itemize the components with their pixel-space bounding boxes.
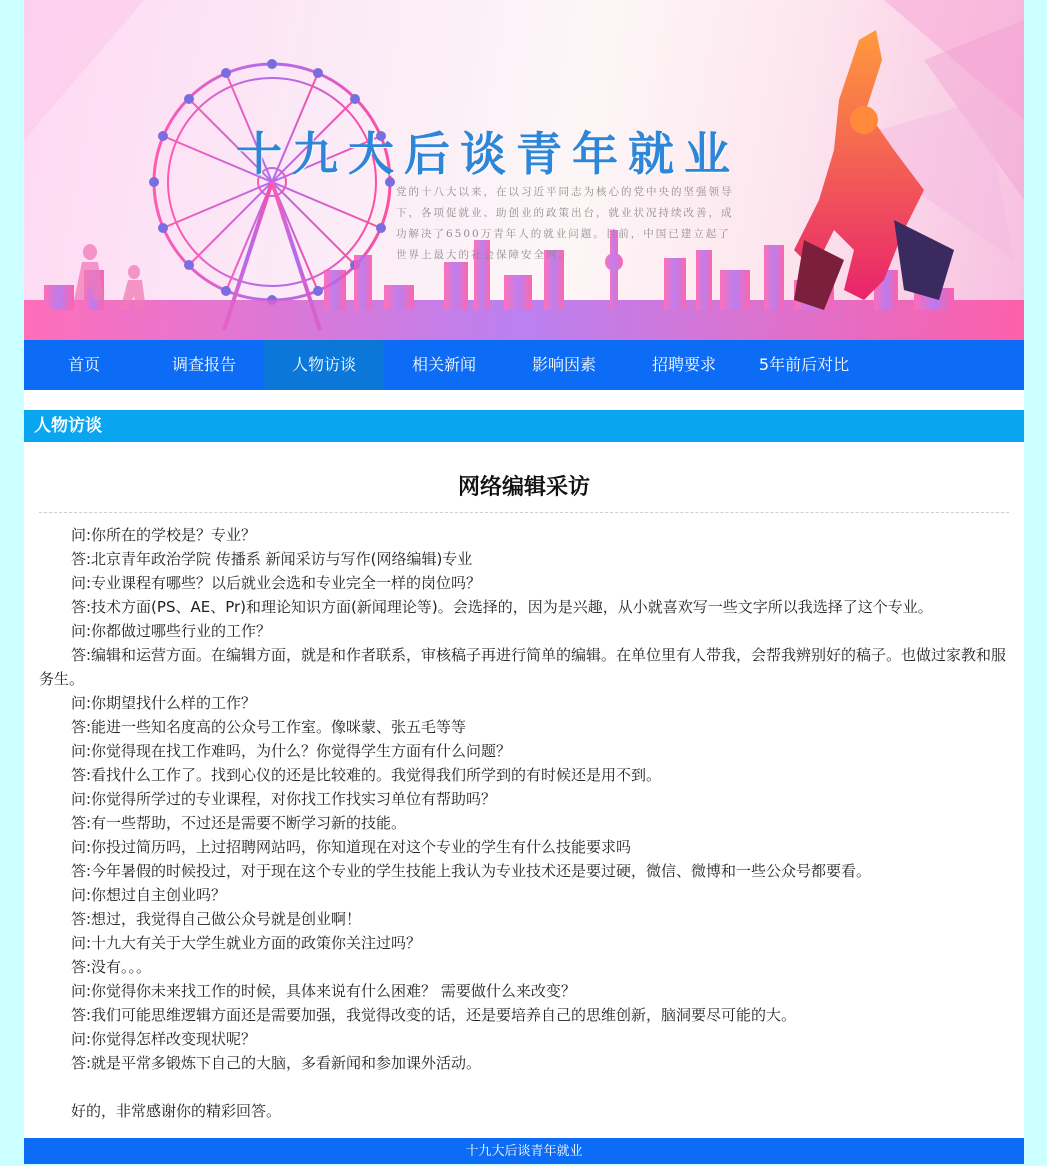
article-paragraph: 答:看找什么工作了。找到心仪的还是比较难的。我觉得我们所学到的有时候还是用不到。 <box>71 766 662 784</box>
footer: 十九大后谈青年就业 <box>24 1138 1024 1164</box>
nav-item-home[interactable]: 首页 <box>67 355 100 374</box>
header-banner <box>24 0 1024 340</box>
nav-item-interviews[interactable]: 人物访谈 <box>264 340 384 390</box>
article-paragraph: 答:有一些帮助，不过还是需要不断学习新的技能。 <box>71 814 407 832</box>
article-paragraph: 答:北京青年政治学院 传播系 新闻采访与写作(网络编辑)专业 <box>71 550 473 568</box>
article-paragraph: 答:能进一些知名度高的公众号工作室。像咪蒙、张五毛等等 <box>71 718 467 736</box>
main-nav <box>24 340 1024 390</box>
page-container <box>24 0 1024 1164</box>
article-paragraph: 问:你所在的学校是？专业？ <box>71 526 257 544</box>
article-paragraph: 问:十九大有关于大学生就业方面的政策你关注过吗？ <box>71 934 422 952</box>
nav-item-recruitment[interactable]: 招聘要求 <box>651 355 716 374</box>
nav-item-five-year-comparison[interactable]: 5年前后对比 <box>758 355 850 374</box>
article-paragraph: 答:编辑和运营方面。在编辑方面，就是和作者联系，审核稿子再进行简单的编辑。在单位里有人带我，会帮我辨别好的稿子。也做过家教和服务生。 <box>39 646 1007 688</box>
article-paragraph: 答:没有。。。 <box>71 958 152 976</box>
section-title: 人物访谈 <box>34 416 102 436</box>
article-paragraph: 问:你期望找什么样的工作？ <box>71 694 257 712</box>
title-divider <box>39 512 1009 513</box>
article-paragraph: 问:你觉得怎样改变现状呢？ <box>71 1030 257 1048</box>
article-paragraph: 好的，非常感谢你的精彩回答。 <box>71 1102 282 1120</box>
banner-description: 党的十八大以来，在以习近平同志为核心的党中央的坚强领导下，各项促就业、助创业的政策出台，就业状况持续改善，成功解决了6500万青年人的就业问题。目前，中国已建立起了世界上最大的社会保障安全网。 <box>396 186 734 261</box>
banner-title: 十九大后谈青年就业 <box>236 127 740 181</box>
nav-item-related-news[interactable]: 相关新闻 <box>411 355 476 374</box>
nav-item-influencing-factors[interactable]: 影响因素 <box>531 355 596 374</box>
article-paragraph: 问:你投过简历吗，上过招聘网站吗，你知道现在对这个专业的学生有什么技能要求吗 <box>71 838 632 856</box>
paragraph-spacer <box>39 1075 1009 1099</box>
article-paragraph: 答:技术方面(PS、AE、Pr)和理论知识方面(新闻理论等)。会选择的，因为是兴趣，从小就喜欢写一些文字所以我选择了这个专业。 <box>71 598 933 616</box>
article-paragraph: 答:想过，我觉得自己做公众号就是创业啊！ <box>71 910 362 928</box>
article-body <box>39 523 1009 1123</box>
article-paragraph: 答:就是平常多锻炼下自己的大脑，多看新闻和参加课外活动。 <box>71 1054 482 1072</box>
article-paragraph: 问:你都做过哪些行业的工作？ <box>71 622 272 640</box>
article-paragraph: 问:你觉得现在找工作难吗，为什么？你觉得学生方面有什么问题？ <box>71 742 512 760</box>
article-paragraph: 答:今年暑假的时候投过，对于现在这个专业的学生技能上我认为专业技术还是要过硬，微信、微博和一些公众号都要看。 <box>71 862 872 880</box>
article-title: 网络编辑采访 <box>457 475 590 500</box>
section-header <box>24 410 1024 442</box>
article-paragraph: 问:你想过自主创业吗？ <box>71 886 227 904</box>
article-paragraph: 答:我们可能思维逻辑方面还是需要加强，我觉得改变的话，还是要培养自己的思维创新，脑洞要尽可能的大。 <box>71 1006 797 1024</box>
nav-item-survey-report[interactable]: 调查报告 <box>171 355 236 374</box>
article-paragraph: 问:你觉得所学过的专业课程，对你找工作找实习单位有帮助吗？ <box>71 790 497 808</box>
article-paragraph: 问:你觉得你未来找工作的时候，具体来说有什么困难？ 需要做什么来改变？ <box>71 982 576 1000</box>
article-paragraph: 问:专业课程有哪些？以后就业会选和专业完全一样的岗位吗？ <box>71 574 482 592</box>
